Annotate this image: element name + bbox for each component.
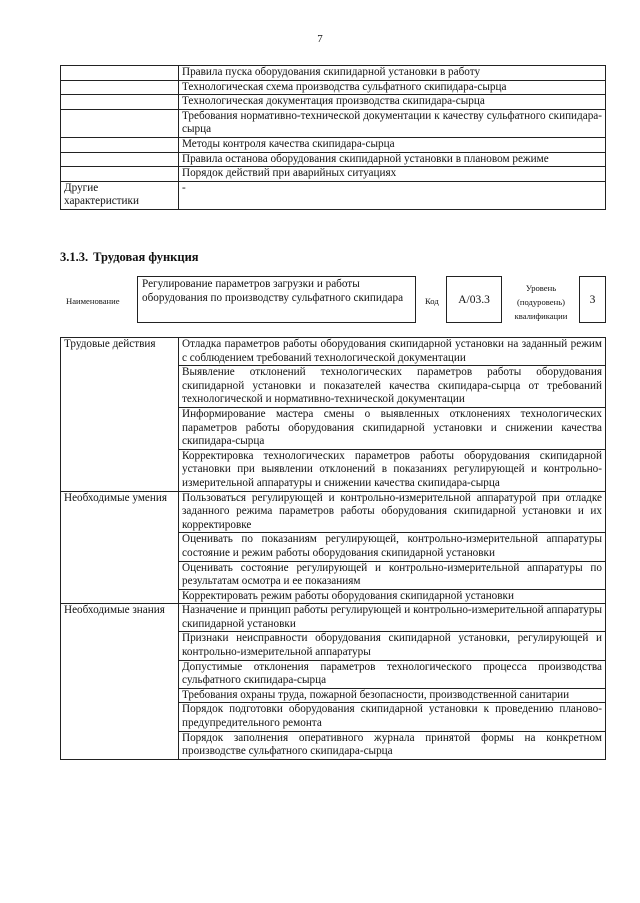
row-text: Порядок действий при аварийных ситуациях xyxy=(179,167,606,182)
table-row xyxy=(61,338,606,366)
row-label: Другие характеристики xyxy=(61,181,179,209)
table-row xyxy=(61,167,606,182)
table-row xyxy=(61,604,606,632)
row-label xyxy=(61,95,179,110)
row-text: Требования нормативно-технической документации к качеству сульфатного скипидара-сырца xyxy=(179,109,606,137)
function-level-box xyxy=(579,276,606,323)
group-item: Корректировать режим работы оборудования скипидарной установки xyxy=(179,589,606,604)
group-item: Пользоваться регулирующей и контрольно-измерительной аппаратурой при отладке заданного режима параметров работы оборудования скипидарной установки и их корректировке xyxy=(179,491,606,533)
row-text: Технологическая схема производства сульфатного скипидара-сырца xyxy=(179,80,606,95)
function-code-box xyxy=(446,276,502,323)
group-item: Корректировка технологических параметров работы оборудования скипидарной установки при выявлении отклонений в показаниях регулирующей и контрольно-измерительной аппаратуры и снижении качества скипидара-сырца xyxy=(179,449,606,491)
group-item: Порядок подготовки оборудования скипидарной установки к проведению планово-предупредительного ремонта xyxy=(179,703,606,731)
row-text: Правила останова оборудования скипидарной установки в плановом режиме xyxy=(179,152,606,167)
group-label: Необходимые знания xyxy=(61,604,179,760)
function-name-box xyxy=(137,276,416,323)
table-row xyxy=(61,80,606,95)
function-level-value: 3 xyxy=(589,293,596,306)
table-row xyxy=(61,66,606,81)
table-row xyxy=(61,181,606,209)
row-text: Технологическая документация производства скипидара-сырца xyxy=(179,95,606,110)
group-label: Необходимые умения xyxy=(61,491,179,604)
group-label: Трудовые действия xyxy=(61,338,179,492)
row-label xyxy=(61,167,179,182)
page-number: 7 xyxy=(317,33,323,45)
row-label xyxy=(61,80,179,95)
group-item: Выявление отклонений технологических параметров работы оборудования скипидарной установки и показателей качества скипидара-сырца от требований технологической и нормативно-технической документации xyxy=(179,366,606,408)
group-item: Требования охраны труда, пожарной безопасности, производственной санитарии xyxy=(179,688,606,703)
row-label xyxy=(61,66,179,81)
group-item: Отладка параметров работы оборудования скипидарной установки на заданный режим с соблюдением требований технологической документации xyxy=(179,338,606,366)
row-text: - xyxy=(179,181,606,209)
row-label xyxy=(61,137,179,152)
group-item: Признаки неисправности оборудования скипидарной установки, регулирующей и контрольно-измерительной аппаратуры xyxy=(179,632,606,660)
group-item: Назначение и принцип работы регулирующей и контрольно-измерительной аппаратуры скипидарной установки xyxy=(179,604,606,632)
function-code-value: A/03.3 xyxy=(458,293,490,306)
group-item: Оценивать по показаниям регулирующей, контрольно-измерительной аппаратуры состояние и режим работы оборудования скипидарной установки xyxy=(179,533,606,561)
group-item: Допустимые отклонения параметров технологического процесса производства сульфатного скипидара-сырца xyxy=(179,660,606,688)
function-details-table xyxy=(60,337,606,760)
section-title-text: Трудовая функция xyxy=(93,250,199,264)
section-title xyxy=(60,250,199,265)
knowledge-table-continued xyxy=(60,65,606,210)
row-label xyxy=(61,152,179,167)
table-row xyxy=(61,137,606,152)
group-item: Порядок заполнения оперативного журнала принятой формы на конкретном производстве сульфатного скипидара-сырца xyxy=(179,731,606,759)
table-row xyxy=(61,109,606,137)
level-label: Уровень (подуровень) квалификации xyxy=(514,283,568,321)
group-item: Информирование мастера смены о выявленных отклонениях технологических параметров работы оборудования скипидарной установки и снижении качества скипидара-сырца xyxy=(179,407,606,449)
row-text: Методы контроля качества скипидара-сырца xyxy=(179,137,606,152)
row-label xyxy=(61,109,179,137)
row-text: Правила пуска оборудования скипидарной установки в работу xyxy=(179,66,606,81)
code-label: Код xyxy=(425,296,439,306)
table-row xyxy=(61,95,606,110)
section-number: 3.1.3. xyxy=(60,250,89,264)
table-row xyxy=(61,152,606,167)
name-label: Наименование xyxy=(66,296,120,306)
group-item: Оценивать состояние регулирующей и контрольно-измерительной аппаратуры по результатам осмотра и ее показаниям xyxy=(179,561,606,589)
function-name-value: Регулирование параметров загрузки и работы оборудования по производству сульфатного скипидара xyxy=(142,278,404,304)
table-row xyxy=(61,491,606,533)
